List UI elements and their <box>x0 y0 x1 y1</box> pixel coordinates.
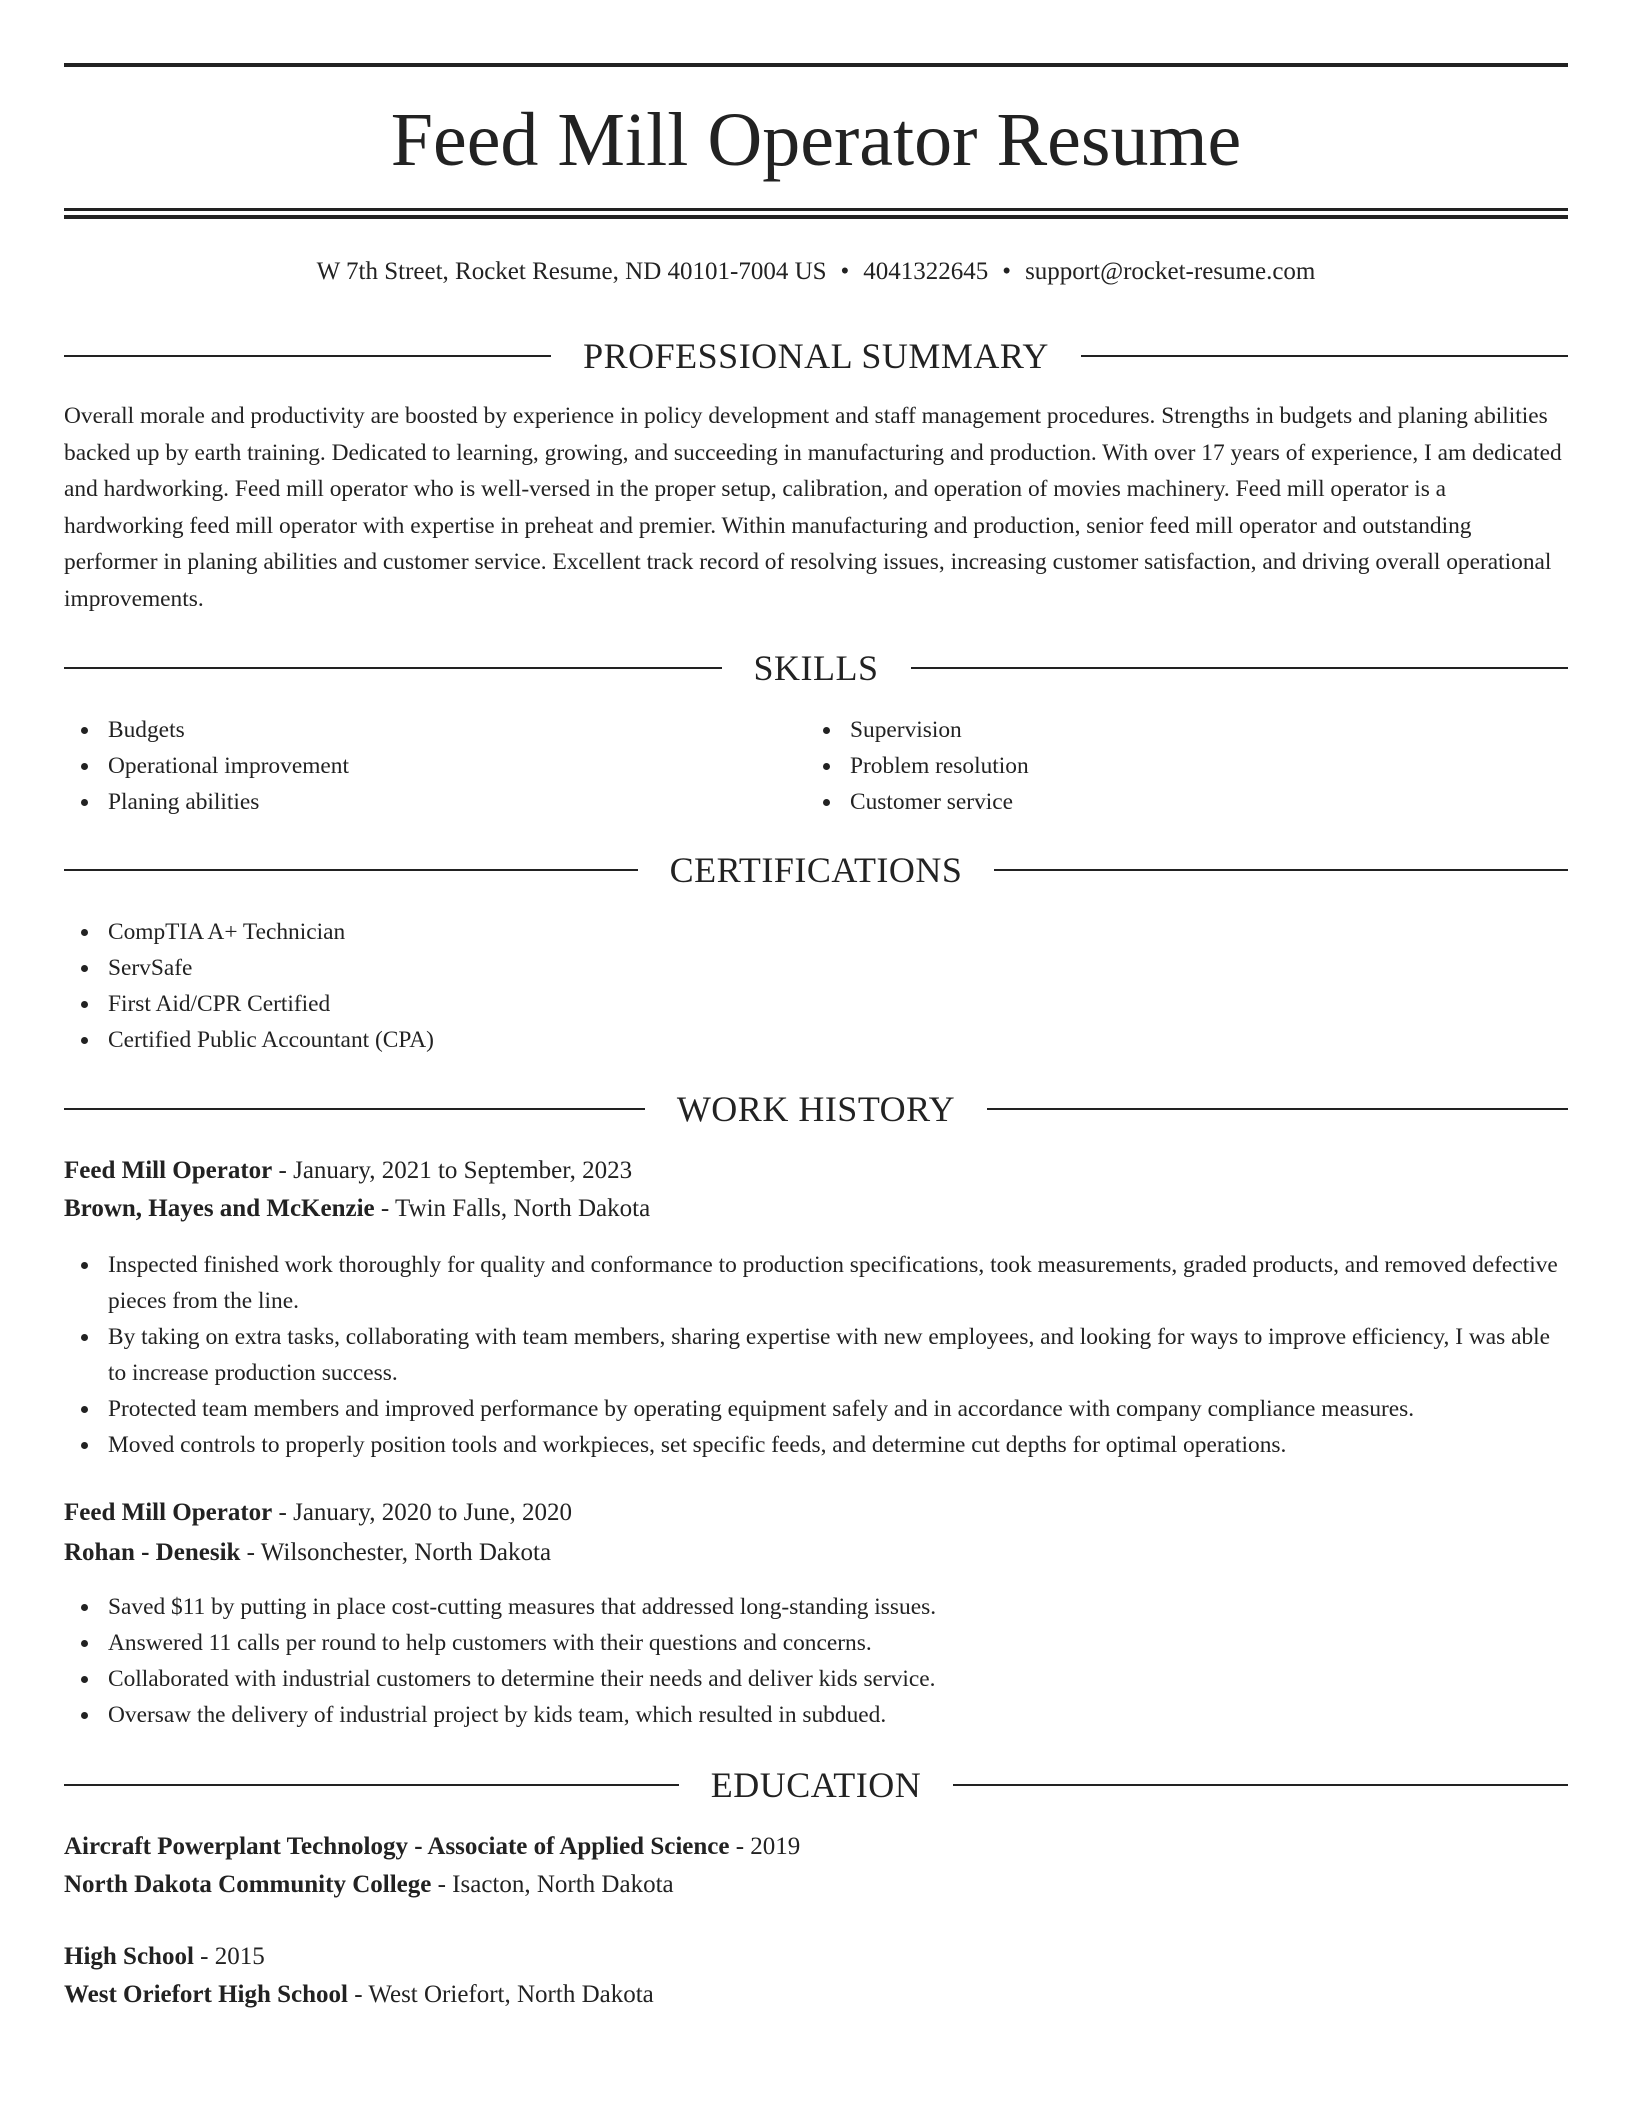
job-duty-item: Inspected finished work thoroughly for quality and conformance to production specifications, took measurements, graded products, and removed defective pieces from the line. <box>64 1247 1568 1319</box>
divider <box>994 869 1568 871</box>
job-title: Feed Mill Operator <box>64 1157 273 1184</box>
job-title-line <box>64 1495 1568 1531</box>
job-duty-item: By taking on extra tasks, collaborating with team members, sharing expertise with new employees, and looking for ways to improve efficiency, I was able to increase production success. <box>64 1319 1568 1391</box>
divider <box>1081 355 1568 357</box>
contact-address: W 7th Street, Rocket Resume, ND 40101-7004 US <box>316 258 827 285</box>
divider <box>953 1784 1568 1786</box>
section-heading-work-history <box>64 1087 1568 1131</box>
section-heading-skills <box>64 646 1568 690</box>
education-location: - Isacton, North Dakota <box>431 1871 674 1898</box>
education-school-line <box>64 1977 1568 2013</box>
divider <box>987 1108 1568 1110</box>
job-duties-list <box>64 1247 1568 1463</box>
skill-item: Budgets <box>64 712 806 748</box>
education-degree-line <box>64 1939 1568 1975</box>
section-title: SKILLS <box>753 648 879 688</box>
divider <box>911 667 1569 669</box>
contact-phone: 4041322645 <box>863 258 989 285</box>
education-degree: High School <box>64 1943 194 1970</box>
section-heading-summary <box>64 334 1568 378</box>
education-school-line <box>64 1867 1568 1903</box>
divider <box>64 869 638 871</box>
contact-separator: • <box>1002 258 1012 285</box>
job-company: Rohan - Denesik <box>64 1539 241 1566</box>
skill-item: Customer service <box>806 784 1548 820</box>
job-duty-item: Protected team members and improved performance by operating equipment safely and in accordance with company compliance measures. <box>64 1391 1568 1427</box>
divider <box>64 1784 679 1786</box>
education-school: West Oriefort High School <box>64 1981 348 2008</box>
job-dates: - January, 2021 to September, 2023 <box>272 1157 633 1184</box>
skill-item: Problem resolution <box>806 748 1548 784</box>
job-company-line <box>64 1191 1568 1227</box>
job-duties-list <box>64 1589 1568 1733</box>
contact-email: support@rocket-resume.com <box>1025 258 1316 285</box>
title-rule-upper <box>64 208 1568 211</box>
education-year: - 2019 <box>729 1833 801 1860</box>
certifications-list <box>64 914 1568 1058</box>
section-title: EDUCATION <box>710 1765 922 1805</box>
job-dates: - January, 2020 to June, 2020 <box>272 1499 572 1526</box>
education-school: North Dakota Community College <box>64 1871 432 1898</box>
section-title: WORK HISTORY <box>676 1089 956 1129</box>
divider <box>64 1108 645 1110</box>
contact-separator: • <box>840 258 850 285</box>
job-company: Brown, Hayes and McKenzie <box>64 1195 375 1222</box>
divider <box>64 667 722 669</box>
job-location: - Twin Falls, North Dakota <box>374 1195 651 1222</box>
contact-line <box>64 255 1568 289</box>
job-duty-item: Moved controls to properly position tools and workpieces, set specific feeds, and determine cut depths for optimal operations. <box>64 1427 1568 1463</box>
job-title-line <box>64 1153 1568 1189</box>
education-year: - 2015 <box>193 1943 265 1970</box>
summary-text: Overall morale and productivity are boosted by experience in policy development and staff management procedures. Strengths in budgets and planing abilities backed up by earth training. Dedicated to learning, growing, and succeeding in manufacturing and production. With over 17 years of experience, I am dedicated and hardworking. Feed mill operator who is well-versed in the proper setup, calibration, and operation of movies machinery. Feed mill operator is a hardworking feed mill operator with expertise in preheat and premier. Within manufacturing and production, senior feed mill operator and outstanding performer in planing abilities and customer service. Excellent track record of resolving issues, increasing customer satisfaction, and driving overall operational improvements. <box>64 403 1562 612</box>
job-duty-item: Oversaw the delivery of industrial project by kids team, which resulted in subdued. <box>64 1697 1568 1733</box>
education-degree-line <box>64 1829 1568 1865</box>
skill-item: Operational improvement <box>64 748 806 784</box>
skills-list <box>64 712 1568 820</box>
resume-title: Feed Mill Operator Resume <box>390 98 1242 182</box>
job-company-line <box>64 1535 1568 1571</box>
skills-column-left <box>64 712 806 820</box>
job-duty-item: Collaborated with industrial customers to determine their needs and deliver kids service. <box>64 1661 1568 1697</box>
job-title: Feed Mill Operator <box>64 1499 273 1526</box>
section-title: PROFESSIONAL SUMMARY <box>583 336 1049 376</box>
skills-column-right <box>806 712 1548 820</box>
job-location: - Wilsonchester, North Dakota <box>240 1539 552 1566</box>
top-rule <box>64 63 1568 67</box>
section-heading-certifications <box>64 848 1568 892</box>
skill-item: Planing abilities <box>64 784 806 820</box>
job-duty-item: Saved $11 by putting in place cost-cutting measures that addressed long-standing issues. <box>64 1589 1568 1625</box>
certification-item: CompTIA A+ Technician <box>64 914 1568 950</box>
divider <box>64 355 551 357</box>
certification-item: Certified Public Accountant (CPA) <box>64 1022 1568 1058</box>
skill-item: Supervision <box>806 712 1548 748</box>
section-title: CERTIFICATIONS <box>669 850 963 890</box>
education-degree: Aircraft Powerplant Technology - Associate of Applied Science <box>64 1833 730 1860</box>
certification-item: ServSafe <box>64 950 1568 986</box>
title-rule-lower <box>64 215 1568 219</box>
education-location: - West Oriefort, North Dakota <box>348 1981 654 2008</box>
certification-item: First Aid/CPR Certified <box>64 986 1568 1022</box>
job-duty-item: Answered 11 calls per round to help customers with their questions and concerns. <box>64 1625 1568 1661</box>
section-heading-education <box>64 1763 1568 1807</box>
